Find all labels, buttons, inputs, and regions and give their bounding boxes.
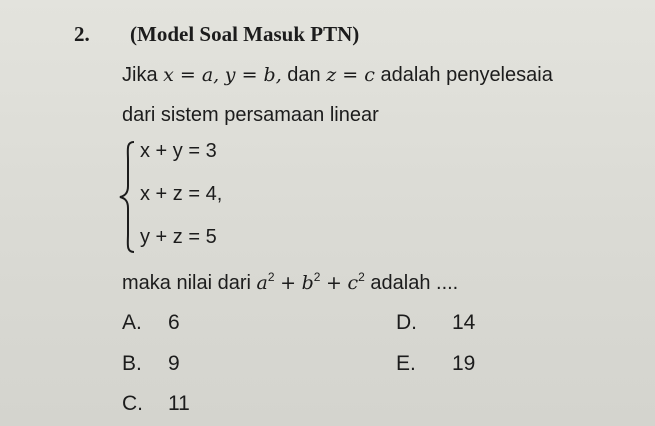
ask-var-b: b xyxy=(301,272,314,294)
option-value: 14 xyxy=(452,311,476,334)
option-letter: C. xyxy=(122,392,143,415)
option-letter: D. xyxy=(396,311,417,334)
option-letter: B. xyxy=(122,352,142,375)
option-value: 19 xyxy=(452,352,476,375)
intro-word-tail: adalah penyelesaia xyxy=(380,64,553,86)
question-intro-line-2: dari sistem persamaan linear xyxy=(122,104,379,126)
ask-var-c: c xyxy=(347,272,359,294)
ask-var-a: a xyxy=(256,272,268,294)
question-title: (Model Soal Masuk PTN) xyxy=(130,22,360,46)
intro-assign-x: x = a, xyxy=(163,64,220,86)
ask-exponent-c: 2 xyxy=(358,270,365,284)
linear-system xyxy=(118,138,258,256)
ask-exponent-a: 2 xyxy=(267,270,275,284)
option-value: 11 xyxy=(168,392,190,415)
intro-assign-z: z = c xyxy=(326,64,375,86)
equation-2: x + z = 4, xyxy=(140,183,223,205)
ask-exponent-b: 2 xyxy=(313,270,321,284)
intro-assign-y: y = b, xyxy=(224,64,282,86)
option-letter: E. xyxy=(396,352,416,375)
question-intro-line xyxy=(122,64,553,87)
intro-word-jika: Jika xyxy=(122,64,158,86)
option-value: 6 xyxy=(168,311,180,334)
ask-plus-2: + xyxy=(326,272,342,294)
option-value: 9 xyxy=(168,352,180,375)
question-ask-line xyxy=(122,270,458,295)
ask-plus-1: + xyxy=(280,272,297,294)
ask-word-nilai: maka nilai dari xyxy=(122,272,251,294)
equation-3: y + z = 5 xyxy=(140,226,217,248)
intro-word-dan: dan xyxy=(287,64,321,86)
left-brace-icon xyxy=(118,138,140,256)
option-letter: A. xyxy=(122,311,142,334)
question-number: 2. xyxy=(74,22,90,46)
ask-word-tail: adalah .... xyxy=(370,272,459,294)
bleed-through-text xyxy=(560,30,565,48)
equation-1: x + y = 3 xyxy=(140,140,217,162)
